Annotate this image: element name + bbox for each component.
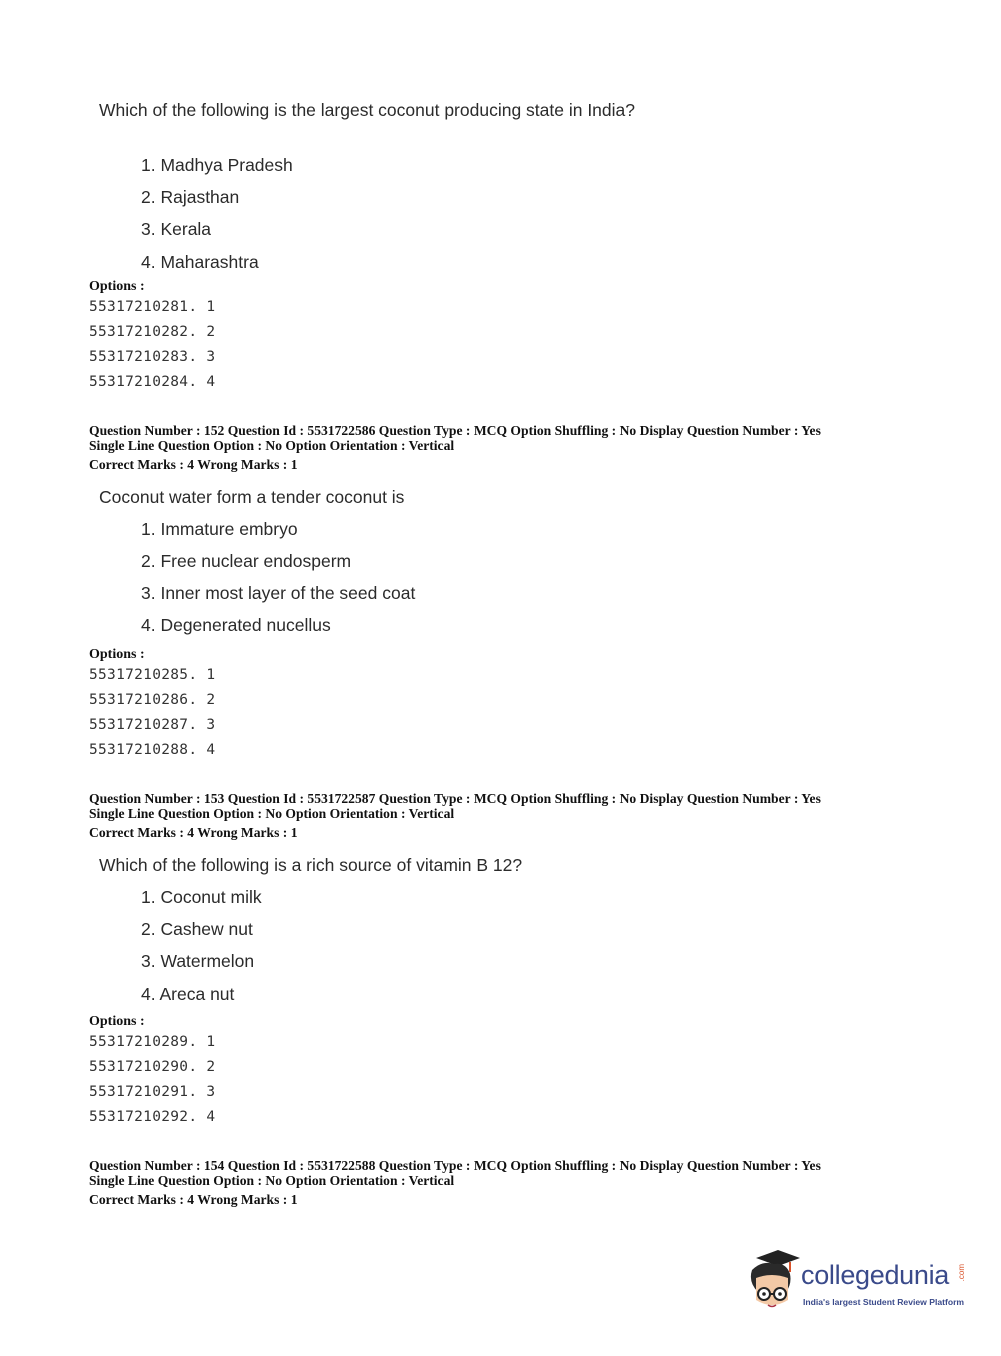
- question-marks: Correct Marks : 4 Wrong Marks : 1: [89, 1192, 298, 1207]
- choice-2: 2. Free nuclear endosperm: [141, 551, 352, 571]
- option-id-row: 55317210289. 1: [89, 1034, 216, 1050]
- question-marks: Correct Marks : 4 Wrong Marks : 1: [89, 457, 298, 472]
- question-meta-line2: Single Line Question Option : No Option Orientation : Vertical: [89, 1173, 455, 1188]
- question-text: Coconut water form a tender coconut is: [99, 487, 405, 507]
- options-label: Options :: [89, 279, 145, 294]
- choice-1: 1. Madhya Pradesh: [141, 155, 293, 175]
- option-id-row: 55317210288. 4: [89, 742, 216, 758]
- choice-1: 1. Coconut milk: [141, 887, 262, 907]
- option-id-row: 55317210285. 1: [89, 667, 216, 683]
- choice-3: 3. Inner most layer of the seed coat: [141, 583, 416, 603]
- choice-4: 4. Areca nut: [141, 984, 235, 1004]
- option-id-row: 55317210283. 3: [89, 349, 216, 365]
- logo-tagline: India's largest Student Review Platform: [803, 1297, 965, 1307]
- option-id-row: 55317210284. 4: [89, 374, 216, 390]
- question-meta-line1: Question Number : 154 Question Id : 5531722588 Question Type : MCQ Option Shuffling : No Display Question Number : Yes: [89, 1158, 821, 1173]
- question-meta-line1: Question Number : 152 Question Id : 5531722586 Question Type : MCQ Option Shuffling : No Display Question Number : Yes: [89, 423, 821, 438]
- choice-3: 3. Kerala: [141, 219, 212, 239]
- choice-3: 3. Watermelon: [141, 951, 255, 971]
- choice-1: 1. Immature embryo: [141, 519, 298, 539]
- option-id-row: 55317210291. 3: [89, 1084, 216, 1100]
- logo-wordmark: collegedunia: [801, 1260, 950, 1290]
- question-marks: Correct Marks : 4 Wrong Marks : 1: [89, 825, 298, 840]
- option-id-row: 55317210287. 3: [89, 717, 216, 733]
- option-id-row: 55317210290. 2: [89, 1059, 216, 1075]
- question-meta-line1: Question Number : 153 Question Id : 5531722587 Question Type : MCQ Option Shuffling : No Display Question Number : Yes: [89, 791, 821, 806]
- collegedunia-logo: [742, 1250, 972, 1320]
- option-id-row: 55317210281. 1: [89, 299, 216, 315]
- question-meta-line2: Single Line Question Option : No Option Orientation : Vertical: [89, 438, 455, 453]
- choice-2: 2. Cashew nut: [141, 919, 253, 939]
- mascot-icon: [742, 1250, 802, 1316]
- question-text: Which of the following is the largest coconut producing state in India?: [99, 100, 636, 120]
- choice-4: 4. Degenerated nucellus: [141, 615, 331, 635]
- options-label: Options :: [89, 1014, 145, 1029]
- option-id-row: 55317210292. 4: [89, 1109, 216, 1125]
- options-label: Options :: [89, 647, 145, 662]
- question-meta-line2: Single Line Question Option : No Option Orientation : Vertical: [89, 806, 455, 821]
- choice-4: 4. Maharashtra: [141, 252, 259, 272]
- question-text: Which of the following is a rich source of vitamin B 12?: [99, 855, 523, 875]
- choice-2: 2. Rajasthan: [141, 187, 240, 207]
- option-id-row: 55317210282. 2: [89, 324, 216, 340]
- logo-com: .com: [957, 1264, 966, 1282]
- option-id-row: 55317210286. 2: [89, 692, 216, 708]
